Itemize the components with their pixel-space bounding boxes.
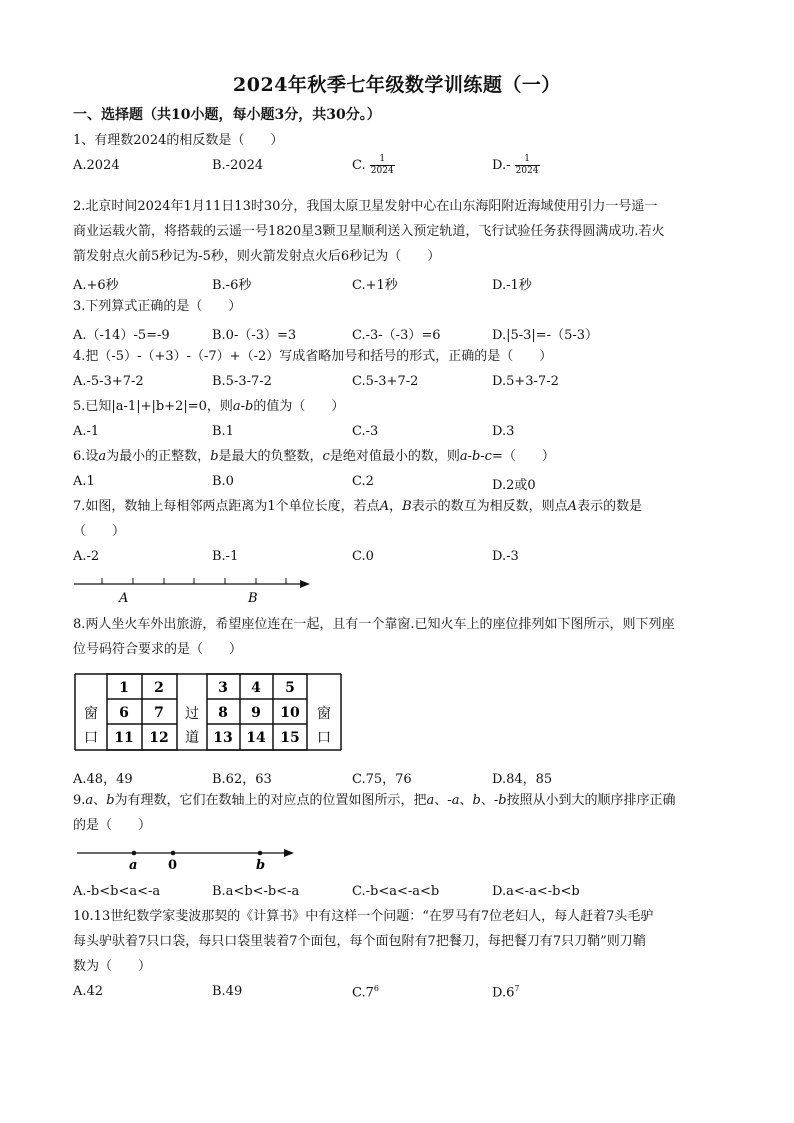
option-b: B.-6秒 xyxy=(212,278,252,293)
axis-arrow xyxy=(284,849,294,857)
option-b: B.5-3-7-2 xyxy=(212,374,272,389)
number-line-q7 xyxy=(70,574,320,606)
point-b-label: B xyxy=(248,591,258,606)
option-a: A.-2 xyxy=(73,549,100,564)
question-4-options xyxy=(73,374,723,394)
question-2-options xyxy=(73,274,723,294)
point-b xyxy=(258,851,263,856)
option-b: B.-2024 xyxy=(212,158,264,173)
question-3: 3.下列算式正确的是（ ） xyxy=(73,299,242,314)
option-c: C.-3 xyxy=(352,424,379,439)
option-d: D.3 xyxy=(492,424,515,439)
option-c: C.-b<a<-a<b xyxy=(352,884,440,899)
option-b: B.a<b<-b<-a xyxy=(212,884,300,899)
question-6: 6.设a为最小的正整数，b是最大的负整数，c是绝对值最小的数，则a-b-c=（ ） xyxy=(73,449,555,464)
option-c: C.0 xyxy=(352,549,374,564)
option-c: $C.7^6$ xyxy=(352,984,379,1001)
option-a: A.-1 xyxy=(73,424,100,439)
option-a: A.1 xyxy=(73,474,95,489)
aisle-label-1: 过 xyxy=(185,706,199,722)
question-3-options xyxy=(73,324,723,344)
seat-number: 3 xyxy=(218,680,228,696)
option-d: D.-1秒 xyxy=(492,278,532,293)
option-d: D.- $\frac{1}{2024}$ xyxy=(492,154,539,176)
origin-label: 0 xyxy=(168,858,178,872)
seat-number: 1 xyxy=(119,680,129,696)
option-d: D.84，85 xyxy=(492,772,553,787)
window-label-left-1: 窗 xyxy=(84,706,98,722)
seat-number: 8 xyxy=(218,705,228,721)
window-label-right-1: 窗 xyxy=(317,706,331,722)
option-a: A.（-14）-5=-9 xyxy=(73,328,170,343)
question-7: 7.如图，数轴上每相邻两点距离为1个单位长度，若点A，B表示的数互为相反数，则点A表示的数是 （ ） xyxy=(73,499,643,539)
option-d: D.-3 xyxy=(492,549,519,564)
question-9: 9.a、b为有理数，它们在数轴上的对应点的位置如图所示，把a、-a、b、-b按照从小到大的顺序排序正确 的是（ ） xyxy=(73,793,676,833)
window-label-left-2: 口 xyxy=(84,730,98,746)
option-b: B.-1 xyxy=(212,549,239,564)
option-a: A.-5-3+7-2 xyxy=(73,374,144,389)
option-d: D.2或0 xyxy=(492,478,536,493)
point-a xyxy=(132,851,137,856)
question-8-options xyxy=(73,768,723,788)
question-9-options xyxy=(73,884,723,904)
seat-number: 2 xyxy=(154,680,164,696)
seat-diagram xyxy=(73,670,343,756)
seat-number: 14 xyxy=(246,730,266,746)
seat-number: 6 xyxy=(119,705,129,721)
question-1: 1、有理数2024的相反数是（ ） xyxy=(73,133,284,148)
point-a-label: a xyxy=(129,858,138,872)
seat-number: 15 xyxy=(280,730,300,746)
seat-number: 10 xyxy=(280,705,300,721)
point-a-label: A xyxy=(119,591,129,606)
option-a: A.+6秒 xyxy=(73,278,119,293)
question-7-options xyxy=(73,549,723,569)
option-d: $D.6^7$ xyxy=(492,984,520,1001)
option-d: D.5+3-7-2 xyxy=(492,374,559,389)
point-zero xyxy=(171,851,176,856)
page-title: 2024年秋季七年级数学训练题（一） xyxy=(233,74,561,96)
option-c: C.-3-（-3）=6 xyxy=(352,328,441,343)
option-b: B.1 xyxy=(212,424,234,439)
seat-number: 7 xyxy=(154,705,164,721)
option-b: B.0-（-3）=3 xyxy=(212,328,297,343)
seat-number: 12 xyxy=(149,730,169,746)
aisle-label-2: 道 xyxy=(185,730,199,746)
fraction: $\frac{1}{2024}$ xyxy=(370,154,394,176)
question-5-options xyxy=(73,424,723,444)
number-line-q9 xyxy=(75,844,305,872)
seat-number: 9 xyxy=(251,705,261,721)
question-4: 4.把（-5）-（+3）-（-7）+（-2）写成省略加号和括号的形式，正确的是（ ） xyxy=(73,349,553,364)
axis-arrow xyxy=(300,580,310,588)
question-5: 5.已知|a-1|+|b+2|=0，则a-b的值为（ ） xyxy=(73,399,345,414)
question-1-options xyxy=(73,154,723,178)
fraction: $\frac{1}{2024}$ xyxy=(515,154,539,176)
option-a: A.2024 xyxy=(73,158,120,173)
option-d: D.|5-3|=-（5-3） xyxy=(492,328,599,343)
option-c: C.75，76 xyxy=(352,772,412,787)
option-c: C.+1秒 xyxy=(352,278,398,293)
window-label-right-2: 口 xyxy=(317,730,331,746)
option-b: B.49 xyxy=(212,984,243,999)
question-10: 10.13世纪数学家斐波那契的《计算书》中有这样一个问题：“在罗马有7位老妇人，每人赶着7头毛驴 每头驴驮着7只口袋，每只口袋里装着7个面包，每个面包附有7把餐刀，每把餐刀有7只刀鞘”则刀鞘 数为（ ） xyxy=(73,909,654,974)
option-c: C. $\frac{1}{2024}$ xyxy=(352,154,394,176)
seat-number: 5 xyxy=(285,680,295,696)
option-a: A.-b<b<a<-a xyxy=(73,884,161,899)
point-b-label: b xyxy=(256,858,266,872)
question-6-options xyxy=(73,474,723,494)
option-c: C.5-3+7-2 xyxy=(352,374,419,389)
option-c: C.2 xyxy=(352,474,374,489)
option-a: A.42 xyxy=(73,984,104,999)
option-b: B.0 xyxy=(212,474,234,489)
seat-number: 13 xyxy=(213,730,233,746)
question-10-options xyxy=(73,984,723,1004)
question-2: 2.北京时间2024年1月11日13时30分，我国太原卫星发射中心在山东海阳附近海域使用引力一号遥一 商业运载火箭，将搭载的云遥一号1820星3颗卫星顺利送入预定轨道，飞行试验任务获得圆满成功.若火 箭发射点火前5秒记为-5秒，则火箭发射点火后6秒记为（ ） xyxy=(73,199,665,264)
section-heading: 一、选择题（共10小题，每小题3分，共30分。） xyxy=(73,107,381,123)
option-b: B.62，63 xyxy=(212,772,272,787)
seat-number: 11 xyxy=(114,730,134,746)
question-8: 8.两人坐火车外出旅游，希望座位连在一起，且有一个靠窗.已知火车上的座位排列如下图所示，则下列座 位号码符合要求的是（ ） xyxy=(73,617,675,657)
seat-number: 4 xyxy=(251,680,261,696)
option-d: D.a<-a<-b<b xyxy=(492,884,580,899)
option-a: A.48，49 xyxy=(73,772,133,787)
